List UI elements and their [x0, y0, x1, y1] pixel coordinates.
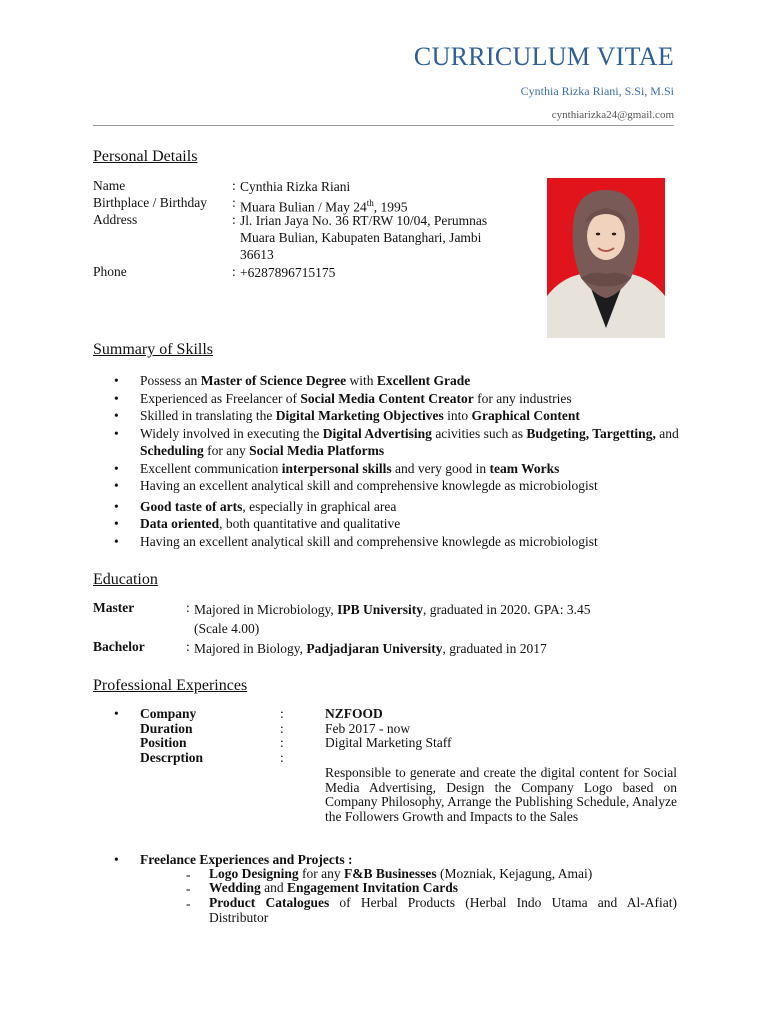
- bachelor-value: Majored in Biology, Padjadjaran University, graduated in 2017: [194, 641, 547, 656]
- bold-text: Scheduling: [140, 443, 204, 458]
- bullet-icon: •: [114, 498, 119, 514]
- duration-colon: :: [280, 721, 284, 736]
- birth-colon: :: [232, 195, 236, 210]
- experience-heading: Professional Experinces: [93, 677, 248, 694]
- bold-text: Excellent Grade: [376, 373, 471, 388]
- bold-text: Logo Designing: [209, 866, 299, 881]
- header-divider: [93, 125, 674, 126]
- bold-text: Social Media Platforms: [249, 443, 385, 458]
- duration-label: Duration: [140, 721, 193, 736]
- master-colon: :: [186, 600, 190, 615]
- cv-name-line: Cynthia Rizka Riani, S.Si, M.Si: [520, 84, 674, 98]
- master-label: Master: [93, 600, 135, 615]
- master-scale: (Scale 4.00): [194, 621, 260, 636]
- bold-text: Data oriented: [140, 516, 220, 531]
- bold-text: Master of Science Degree: [200, 373, 347, 388]
- phone-label: Phone: [93, 264, 127, 279]
- company-colon: :: [280, 706, 284, 721]
- bold-text: Product Catalogues: [209, 895, 330, 910]
- master-value: Majored in Microbiology, IPB University, graduated in 2020. GPA: 3.45 (Scale 4.00): [194, 600, 664, 638]
- bullet-icon: •: [114, 425, 119, 441]
- address-line: Muara Bulian, Kabupaten Batanghari, Jambi: [240, 230, 482, 245]
- birth-label: Birthplace / Birthday: [93, 195, 207, 210]
- bold-text: Wedding: [209, 880, 261, 895]
- bullet-icon: •: [114, 408, 119, 423]
- skill-item: • Experienced as Freelancer of Social Media Content Creator for any industries: [114, 390, 572, 406]
- education-heading: Education: [93, 571, 158, 588]
- bold-text: Digital Marketing Objectives: [275, 408, 444, 423]
- profile-photo-illustration: [547, 178, 665, 338]
- bullet-icon: •: [114, 390, 119, 406]
- bold-text: Good taste of arts: [140, 498, 243, 514]
- bold-text: team Works: [489, 460, 560, 476]
- freelance-item: Wedding and Engagement Invitation Cards: [209, 880, 459, 895]
- address-line: 36613: [240, 247, 274, 262]
- description-colon: :: [280, 750, 284, 765]
- freelance-heading: Freelance Experiences and Projects :: [140, 852, 353, 867]
- skill-item: • Excellent communication interpersonal skills and very good in team Works: [114, 460, 560, 476]
- bullet-icon: •: [114, 460, 119, 476]
- birth-value: Muara Bulian / May 24th, 1995: [240, 198, 408, 215]
- phone-colon: :: [232, 264, 236, 279]
- description-label: Descrption: [140, 750, 203, 765]
- bold-text: interpersonal skills: [281, 460, 392, 476]
- bullet-icon: •: [114, 373, 119, 388]
- address-value: [240, 212, 540, 263]
- freelance-dash: -: [186, 881, 191, 896]
- address-label: Address: [93, 212, 138, 227]
- description-value: Responsible to generate and create the digital content for Social Media Advertising, Design the Company Logo based on Company Philosophy, Arrange the Publishing Schedule, Analyze the Followers Growth and Impacts to the Sales: [325, 765, 677, 824]
- name-colon: :: [232, 178, 236, 193]
- bold-text: Engagement Invitation Cards: [287, 880, 459, 895]
- position-label: Position: [140, 735, 187, 750]
- cv-email: cynthiarizka24@gmail.com: [551, 109, 674, 121]
- bachelor-colon: :: [186, 639, 190, 654]
- skill-item: • Having an excellent analytical skill and comprehensive knowlegde as microbiologist: [114, 533, 598, 549]
- company-label: Company: [140, 706, 197, 721]
- freelance-bullet: •: [114, 852, 119, 867]
- bold-text: Graphical Content: [471, 408, 580, 423]
- skill-item: • Data oriented, both quantitative and qualitative: [114, 516, 401, 531]
- address-colon: :: [232, 212, 236, 227]
- freelance-item: Product Catalogues of Herbal Products (Herbal Indo Utama and Al-Afiat) Distributor: [209, 895, 677, 925]
- phone-value: +6287896715175: [240, 265, 336, 280]
- name-label: Name: [93, 178, 126, 193]
- experience-bullet: •: [114, 706, 119, 721]
- freelance-dash: -: [186, 867, 191, 882]
- freelance-item: Logo Designing for any F&B Businesses (Mozniak, Kejagung, Amai): [209, 866, 593, 881]
- skill-item: • Skilled in translating the Digital Marketing Objectives into Graphical Content: [114, 408, 580, 423]
- bachelor-label: Bachelor: [93, 639, 145, 654]
- bold-text: Social Media Content Creator: [300, 390, 474, 406]
- company-value: NZFOOD: [325, 706, 383, 721]
- bold-text: Digital Advertising: [322, 425, 432, 441]
- skills-list: [93, 372, 683, 550]
- name-value: Cynthia Rizka Riani: [240, 179, 351, 194]
- freelance-dash: -: [186, 896, 191, 911]
- duration-value: Feb 2017 - now: [325, 721, 411, 736]
- skills-heading: Summary of Skills: [93, 341, 214, 358]
- address-line: Jl. Irian Jaya No. 36 RT/RW 10/04, Perumnas: [240, 213, 488, 228]
- skill-item: • Possess an Master of Science Degree with Excellent Grade: [114, 373, 471, 388]
- cv-title: CURRICULUM VITAE: [413, 42, 674, 71]
- skill-item: • Good taste of arts, especially in graphical area: [114, 498, 397, 514]
- position-value: Digital Marketing Staff: [325, 735, 452, 750]
- skill-item: • Having an excellent analytical skill and comprehensive knowlegde as microbiologist: [114, 478, 598, 493]
- position-colon: :: [280, 735, 284, 750]
- bold-text: F&B Businesses: [344, 866, 437, 881]
- bullet-icon: •: [114, 478, 119, 493]
- bullet-icon: •: [114, 516, 119, 531]
- personal-details-heading: Personal Details: [93, 148, 198, 165]
- bold-text: Budgeting, Targetting,: [526, 425, 656, 441]
- bullet-icon: •: [114, 533, 119, 549]
- profile-photo: [547, 178, 665, 338]
- skill-item: • Widely involved in executing the Digital Advertising acivities such as Budgeting, Targetting, and Scheduling for any Social Media Platforms: [114, 425, 679, 458]
